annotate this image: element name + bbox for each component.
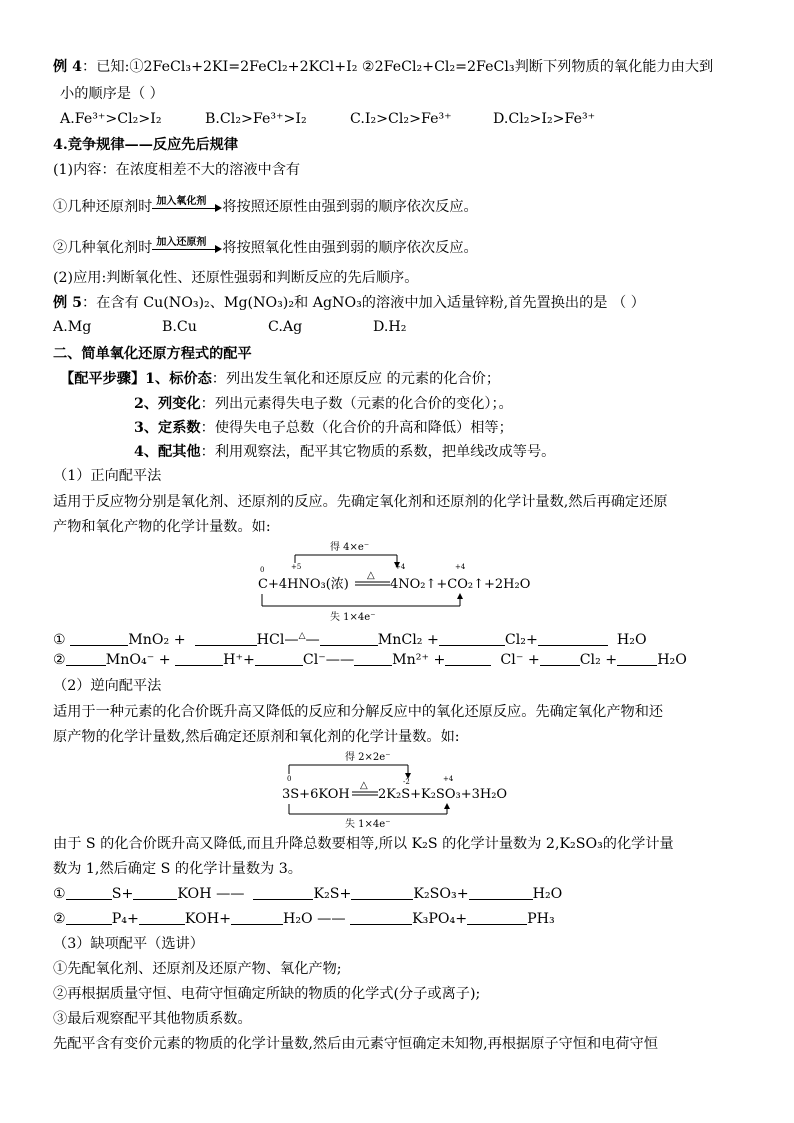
- rule4-content: (1)内容：在浓度相差不大的溶液中含有: [53, 162, 301, 178]
- arrow-add-reductant-icon: 加入还原剂: [152, 238, 222, 258]
- step4-line: 4、配其他：利用观察法，配平其它物质的系数，把单线改成等号。: [134, 444, 556, 460]
- forward-desc1: 适用于反应物分别是氧化剂、还原剂的反应。先确定氧化剂和还原剂的化学计量数,然后再确定还原: [53, 494, 668, 510]
- example5-option-d: D.H₂: [373, 319, 407, 335]
- blank-input[interactable]: [66, 910, 112, 925]
- missing-title: （3）缺项配平（选讲）: [53, 936, 204, 952]
- rule4-title: 4.竞争规律——反应先后规律: [53, 137, 239, 153]
- reverse-eq-left: 3S+6KOH: [282, 787, 350, 802]
- reverse-question-2: ② P₄+ KOH+ H₂O —— K₃PO₄+ PH₃: [53, 911, 555, 927]
- reverse-val-k2so3: +4: [443, 775, 454, 783]
- forward-val-no2: +4: [395, 563, 406, 571]
- forward-desc2: 产物和氧化产物的化学计量数。如:: [53, 519, 271, 535]
- example5-option-a: A.Mg: [53, 319, 92, 335]
- example4-line1: [53, 57, 713, 77]
- reverse-eq-right: 2K₂S+K₂SO₃+3H₂O: [378, 787, 508, 802]
- section2-title: 二、简单氧化还原方程式的配平: [53, 346, 252, 362]
- reverse-val-k2s: -2: [403, 778, 410, 786]
- rule4-item1: ①几种还原剂时 加入氧化剂 将按照还原性由强到弱的顺序依次反应。: [53, 196, 478, 215]
- blank-input[interactable]: [66, 885, 112, 900]
- blank-input[interactable]: [469, 885, 533, 900]
- example4-text: ：已知:①2FeCl₃+2KI=2FeCl₂+2KCl+I₂ ②2FeCl₂+Cl₂=2FeCl₃判断下列物质的氧化能力由大到: [82, 59, 714, 75]
- forward-question-1: ① MnO₂ + HCl—△— MnCl₂ + Cl₂+ H₂O: [53, 631, 647, 648]
- forward-title: （1）正向配平法: [53, 468, 162, 484]
- forward-question-2: ② MnO₄⁻ + H⁺+ Cl⁻—— Mn²⁺ + Cl⁻ + Cl₂ + H₂O: [53, 652, 687, 668]
- example4-option-b: B.Cl₂>Fe³⁺>I₂: [205, 111, 307, 127]
- forward-val-c: 0: [260, 566, 265, 574]
- missing-step3: ③最后观察配平其他物质系数。: [53, 1011, 252, 1027]
- reverse-question-1: ① S+ KOH —— K₂S+ K₂SO₃+ H₂O: [53, 886, 563, 902]
- example5-option-c: C.Ag: [268, 319, 303, 335]
- forward-loss-label: 失 1×4e⁻: [330, 612, 376, 623]
- blank-input[interactable]: [253, 885, 313, 900]
- blank-input[interactable]: [540, 651, 580, 666]
- forward-eq-right: 4NO₂↑+CO₂↑+2H₂O: [390, 577, 531, 592]
- circled-1-icon: ①: [53, 961, 68, 977]
- blank-input[interactable]: [133, 885, 177, 900]
- forward-condition: △: [367, 570, 375, 581]
- example4-option-a: A.Fe³⁺>Cl₂>I₂: [60, 111, 162, 127]
- example4-label: 例 4: [53, 59, 82, 75]
- reverse-title: （2）逆向配平法: [53, 678, 162, 694]
- reverse-electron-diagram: [280, 748, 540, 830]
- circled-3-icon: ③: [53, 1011, 68, 1027]
- forward-val-co2: +4: [455, 563, 466, 571]
- blank-input[interactable]: [351, 885, 413, 900]
- example5-option-b: B.Cu: [162, 319, 197, 335]
- missing-step1: ①先配氧化剂、还原剂及还原产物、氧化产物;: [53, 961, 342, 977]
- blank-input[interactable]: [175, 651, 223, 666]
- circled-1-icon: ①: [53, 199, 68, 215]
- reverse-gain-label: 得 2×2e⁻: [345, 752, 391, 763]
- blank-input[interactable]: [354, 651, 392, 666]
- blank-input[interactable]: [320, 631, 378, 646]
- missing-step2: ②再根据质量守恒、电荷守恒确定所缺的物质的化学式(分子或离子);: [53, 986, 481, 1002]
- example4-option-c: C.I₂>Cl₂>Fe³⁺: [350, 111, 452, 127]
- step2-line: 2、列变化：列出元素得失电子数（元素的化合价的变化）；。: [134, 396, 513, 412]
- forward-gain-label: 得 4×e⁻: [330, 542, 370, 553]
- step1-line: 【配平步骤】1、标价态：列出发生氧化和还原反应 的元素的化合价；: [60, 371, 501, 387]
- blank-input[interactable]: [445, 651, 491, 666]
- blank-input[interactable]: [255, 651, 303, 666]
- example4-option-d: D.Cl₂>I₂>Fe³⁺: [493, 111, 596, 127]
- circled-2-icon: ②: [53, 240, 68, 256]
- blank-input[interactable]: [70, 631, 128, 646]
- rule4-item2: ②几种氧化剂时 加入还原剂 将按照氧化性由强到弱的顺序依次反应。: [53, 237, 478, 256]
- forward-electron-diagram: [250, 538, 550, 628]
- step3-line: 3、定系数：使得失电子总数（化合价的升高和降低）相等；: [134, 420, 513, 436]
- example5-label: 例 5: [53, 295, 82, 311]
- blank-input[interactable]: [538, 631, 608, 646]
- missing-last: 先配平含有变价元素的物质的化学计量数,然后由元素守恒确定未知物,再根据原子守恒和电荷守恒: [53, 1036, 658, 1052]
- blank-input[interactable]: [439, 631, 505, 646]
- reverse-val-s: 0: [287, 775, 292, 783]
- forward-eq-left: C+4HNO₃(浓): [258, 577, 349, 592]
- blank-input[interactable]: [139, 910, 185, 925]
- reverse-explain2: 数为 1,然后确定 S 的化学计量数为 3。: [53, 861, 302, 877]
- blank-input[interactable]: [350, 910, 412, 925]
- blank-input[interactable]: [617, 651, 657, 666]
- reverse-desc2: 原产物的化学计量数,然后确定还原剂和氧化剂的化学计量数。如:: [53, 729, 460, 745]
- reverse-condition: △: [360, 780, 368, 791]
- blank-input[interactable]: [231, 910, 283, 925]
- circled-2-icon: ②: [53, 986, 68, 1002]
- reverse-desc1: 适用于一种元素的化合价既升高又降低的反应和分解反应中的氧化还原反应。先确定氧化产物和还: [53, 704, 664, 720]
- rule4-application: (2)应用:判断氧化性、还原性强弱和判断反应的先后顺序。: [53, 270, 419, 286]
- arrow-add-oxidant-icon: 加入氧化剂: [152, 197, 222, 217]
- example5-line: 例 5：在含有 Cu(NO₃)₂、Mg(NO₃)₂和 AgNO₃的溶液中加入适量锌粉,首先置换出的是 （ ）: [53, 295, 645, 311]
- example4-line2: 小的顺序是（ ）: [60, 86, 164, 102]
- blank-input[interactable]: [195, 631, 257, 646]
- blank-input[interactable]: [467, 910, 527, 925]
- forward-val-n: +5: [291, 563, 302, 571]
- blank-input[interactable]: [66, 651, 106, 666]
- reverse-loss-label: 失 1×4e⁻: [345, 819, 391, 830]
- reverse-explain1: 由于 S 的化合价既升高又降低,而且升降总数要相等,所以 K₂S 的化学计量数为 2,K₂SO₃的化学计量: [53, 836, 674, 852]
